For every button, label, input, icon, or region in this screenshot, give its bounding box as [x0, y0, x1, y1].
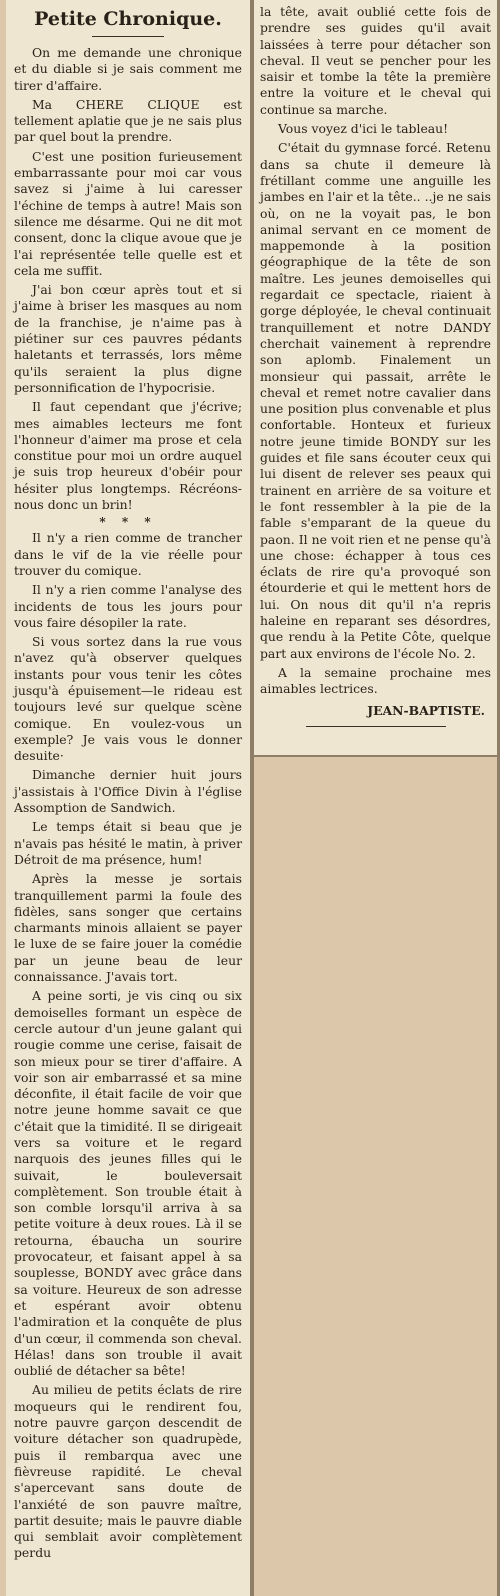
section-separator: * * * — [99, 515, 157, 530]
end-rule — [306, 726, 446, 727]
paragraph: Dimanche dernier huit jours j'assistais à l'Office Divin à l'église Assomption de Sandwich. — [14, 767, 242, 816]
paragraph: C'est une position furieusement embarrassante pour moi car vous savez si j'aime à lui caresser l'échine de temps à autre! Mais son silence me désarme. Qui ne dit mot consent, donc la clique avoue que je l'ai représentée telle quelle est et cela me suffit. — [14, 148, 242, 278]
paragraph: Ma CHERE CLIQUE est tellement aplatie que je ne sais plus par quel bout la prendre. — [14, 96, 242, 145]
paragraph: Après la messe je sortais tranquillement parmi la foule des fidèles, sans songer que certains charmants minois allaient se payer le luxe de se faire jouer la comédie par un jeune beau de leur connaissance. J'avais tort. — [14, 871, 242, 985]
paragraph: J'ai bon cœur après tout et si j'aime à briser les masques au nom de la franchise, je n'aime pas à piétiner sur ces pauvres pédants haletants et terrassés, lors même qu'ils seraient la plus digne personnification de l'hypocrisie. — [14, 282, 242, 395]
paragraph: A peine sorti, je vis cinq ou six demoiselles formant un espèce de cercle autour d'un jeune galant qui rougie comme une cerise, faisait de son mieux pour se tirer d'affaire. A voir son air embarrassé et sa mine déconfite, il était facile de voir que notre jeune homme savait ce que c'était que la timidité. Il se dirigeait vers sa voiture et le regard narquois des jeunes filles qui le suivait, le bouleversait complètement. Son trouble était à son comble lorsqu'il arriva à sa petite voiture à deux roues. Là il se retourna, ébaucha un sourire provocateur, et faisant appel à sa souplesse, BONDY avec grâce dans sa voiture. Heureux de son adresse et espérant avoir obtenu l'admiration et la conquête de plus d'un cœur, il commenda son cheval. Hélas! dans son trouble il avait oublié de détacher sa bête! — [14, 988, 242, 1379]
left-column — [6, 0, 250, 1596]
paragraph: Vous voyez d'ici le tableau! — [278, 121, 449, 137]
paragraph: C'était du gymnase forcé. Retenu dans sa chute il demeure là frétillant comme une anguille les jambes en l'air et la tête.. ..je ne sais où, on ne la voyait pas, le bon animal servant en ce moment de mappemonde à la position géographique de la tête de son maître. Les jeunes demoiselles qui regardait ce spectacle, riaient à gorge déployée, le cheval continuait tranquillement et notre DANDY cherchait vainement à reprendre son aplomb. Finalement un monsieur qui passait, arrête le cheval et remet notre cavalier dans une position plus convenable et plus confortable. Honteux et furieux notre jeune timide BONDY sur les guides et file sans écouter ceux qui lui disent de relever ses peaux qui trainent en arrière de sa voiture et le font ressembler à la pie de la fable s'emparant de la queue du paon. Il ne voit rien et ne pense qu'à une chose: échapper à tous ces éclats de rire qu'a provoqué son étourderie et qui le mettent hors de lui. On nous dit qu'il n'a repris haleine en reparant ses désordres, que rendu à la Petite Côte, quelque part aux environs de l'école No. 2. — [260, 140, 491, 661]
paragraph: Il faut cependant que j'écrive; mes aimables lecteurs me font l'honneur d'aimer ma prose et cela constitue pour moi un ordre auquel je suis trop heureux d'obéir pour hésiter plus longtemps. Récréons-nous donc un brin! — [14, 399, 242, 513]
paragraph: Il n'y a rien comme de trancher dans le vif de la vie réelle pour trouver du comique. — [14, 530, 242, 578]
paragraph: Il n'y a rien comme l'analyse des incidents de tous les jours pour vous faire désopiler la rate. — [14, 582, 242, 630]
column-bottom-rule — [254, 755, 497, 757]
paragraph: Si vous sortez dans la rue vous n'avez qu'à observer quelques instants pour vous tenir les côtes jusqu'à épuisement—le rideau est toujours levé sur quelque scène comique. En voulez-vous un exemple? Je vais vous le donner desuite· — [14, 634, 242, 764]
author-signature: JEAN-BAPTISTE. — [367, 703, 485, 719]
article-title: Petite Chronique. — [34, 8, 222, 30]
paragraph: On me demande une chronique et du diable si je sais comment me tirer d'affaire. — [14, 45, 242, 93]
right-column — [254, 0, 497, 755]
paragraph: la tête, avait oublié cette fois de prendre ses guides qu'il avait laissées à terre pour détacher son cheval. Il veut se pencher pour les saisir et tombe la tête la première entre la voiture et le cheval qui continue sa marche. — [260, 4, 491, 117]
paragraph: Le temps était si beau que je n'avais pas hésité le matin, à priver Détroit de ma présence, hum! — [14, 819, 242, 867]
paragraph: A la semaine prochaine mes aimables lectrices. — [260, 664, 491, 697]
paragraph: Au milieu de petits éclats de rire moqueurs qui le rendirent fou, notre pauvre garçon descendit de voiture détacher son quadrupède, puis il rembarqua avec une fièvreuse rapidité. Le cheval s'apercevant sans doute de l'anxiété de son pauvre maître, partit desuite; mais le pauvre diable qui semblait avoir complètement perdu — [14, 1382, 242, 1561]
title-rule — [92, 36, 164, 37]
